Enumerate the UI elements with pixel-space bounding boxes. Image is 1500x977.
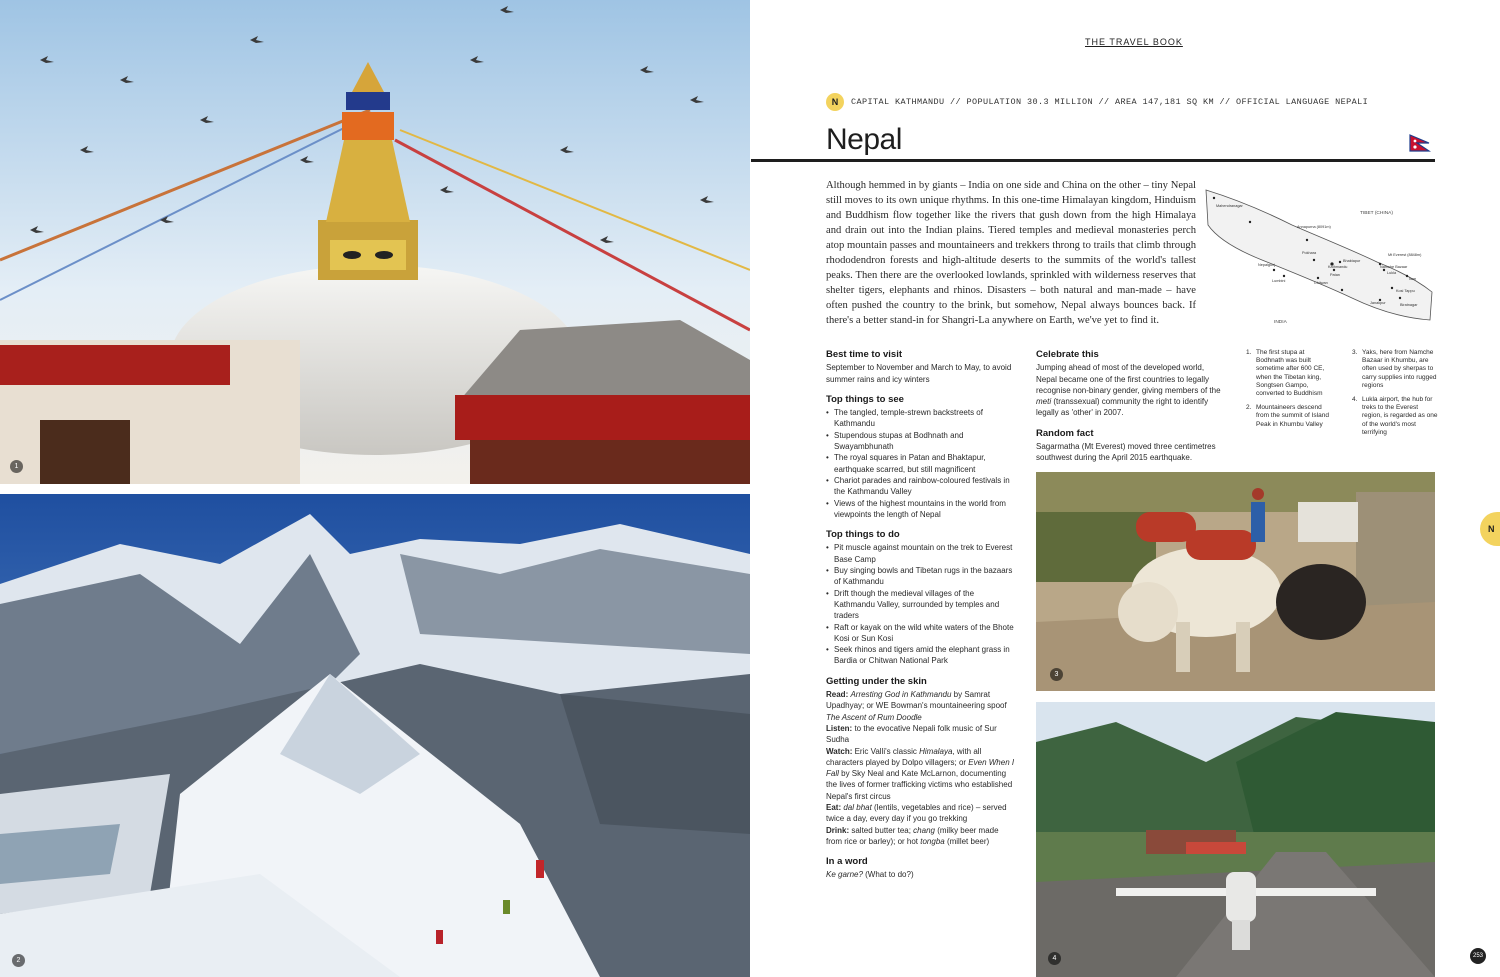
map-place: Biratnagar: [1400, 303, 1418, 307]
in-a-word-text: Ke garne? (What to do?): [826, 870, 914, 880]
photo-number-3: 3: [1050, 668, 1063, 681]
list-item: • Views of the highest mountains in the world from viewpoints the length of Nepal: [826, 498, 1016, 521]
photo-number-4: 4: [1048, 952, 1061, 965]
map-place: Patan: [1330, 273, 1340, 277]
nepal-map: [1202, 180, 1436, 328]
list-item: • Pit muscle against mountain on the trek to Everest Base Camp: [826, 542, 1016, 565]
photo-yaks: [1036, 472, 1435, 691]
map-place: Mahendranagar: [1216, 204, 1243, 208]
list-item: • The tangled, temple-strewn backstreets of Kathmandu: [826, 407, 1016, 430]
list-item: • Drift though the medieval villages of the Kathmandu Valley, surrounded by temples and traders: [826, 588, 1016, 622]
random-fact-text: Sagarmatha (Mt Everest) moved three centimetres southwest during the April 2015 earthquake.: [1036, 442, 1216, 463]
skin-watch: Watch: Eric Valli's classic Himalaya, with all characters played by Dolpo villagers; or Even When I Fall by Sky Neal and Kate McLarnon, documenting the lives of former trafficking victims who established Nepal's first circus: [826, 746, 1015, 801]
skin-drink: Drink: salted butter tea; chang (milky beer made from rice or barley); or hot tongba (millet beer): [826, 825, 999, 846]
map-label-india: INDIA: [1274, 320, 1287, 325]
nepal-flag-icon: [1409, 134, 1433, 152]
top-do-heading: Top things to do: [826, 529, 900, 541]
running-head: THE TRAVEL BOOK: [1085, 37, 1183, 47]
map-place: Annapurna (8091m): [1297, 225, 1331, 229]
title-rule: [751, 159, 1435, 162]
list-item: • Buy singing bowls and Tibetan rugs in the bazaars of Kathmandu: [826, 565, 1016, 588]
facts-column-left: [826, 349, 1016, 881]
map-place: Kosi Tappu: [1396, 289, 1415, 293]
map-place: Kathmandu: [1328, 265, 1348, 269]
caption: 4. Lukla airport, the hub for treks to the Everest region, is regarded as one of the world's most terrifying: [1352, 396, 1438, 436]
map-place: Nepalgunj: [1258, 263, 1276, 267]
caption: 2. Mountaineers descend from the summit of Island Peak in Khumbu Valley: [1246, 404, 1329, 428]
caption: 3. Yaks, here from Namche Bazaar in Khumbu, are often used by sherpas to carry supplies into rugged regions: [1352, 349, 1437, 389]
best-time-heading: Best time to visit: [826, 349, 903, 360]
list-item: • Chariot parades and rainbow-coloured festivals in the Kathmandu Valley: [826, 475, 1016, 498]
caption: 1. The first stupa at Bodhnath was built sometime after 600 CE, when the Tibetan king, Songtsen Gampo, converted to Buddhism: [1246, 349, 1325, 398]
chapter-side-tab[interactable]: N: [1480, 512, 1500, 546]
map-place: Pokhara: [1302, 251, 1317, 255]
skin-listen: Listen: to the evocative Nepali folk music of Sur Sudha: [826, 723, 997, 745]
random-fact-heading: Random fact: [1036, 427, 1094, 439]
intro-text: Although hemmed in by giants – India on one side and China on the other – tiny Nepal still moves to its own unique rhythms. In this one-time Himalayan kingdom, Hinduism and Buddhism flow together like the rivers that gush down from the high Himalaya and drain out into the Indian plains. Tiered temples and medieval monasteries perch atop mountain passes and mountaineers and trekkers throng to trails that climb through rhododendron forests and high-altitude deserts to the summits of the world's tallest peaks. Then there are the overlooked lowlands, sprinkled with wilderness reserves that shelter tigers, elephants and rhinos. Disasters – both natural and man-made – have often pushed the country to the brink, but somehow, Nepal always bounces back. If there's a better stand-in for Shangri-La anywhere on Earth, we've yet to find it.: [826, 180, 1196, 326]
skin-heading: Getting under the skin: [826, 675, 927, 687]
photo-island-peak: [0, 494, 750, 977]
photo-lukla: [1036, 702, 1435, 977]
captions-left: [1246, 349, 1334, 435]
map-place: Lumbini: [1272, 279, 1286, 283]
photo-number-2: 2: [12, 954, 25, 967]
facts-column-middle: [1036, 349, 1226, 464]
map-place: Chitwan: [1314, 281, 1328, 285]
best-time-text: September to November and March to May, to avoid summer rains and icy winters: [826, 363, 1012, 384]
list-item: • Stupendous stupas at Bodhnath and Swayambhunath: [826, 430, 1016, 453]
photo-credits: [757, 680, 767, 900]
page-number: 253: [1470, 948, 1486, 964]
photo-stupa: [0, 0, 750, 484]
map-label-tibet: TIBET (CHINA): [1360, 211, 1393, 216]
skin-eat: Eat: dal bhat (lentils, vegetables and rice) – served twice a day, every day if you go trekking: [826, 802, 1007, 824]
country-letter-badge: N: [826, 93, 844, 111]
celebrate-heading: Celebrate this: [1036, 349, 1099, 360]
list-item: • Raft or kayak on the wild white waters of the Bhote Kosi or Sun Kosi: [826, 622, 1016, 645]
fact-line: CAPITAL KATHMANDU // POPULATION 30.3 MILLION // AREA 147,181 SQ KM // OFFICIAL LANGUAGE NEPALI: [851, 97, 1369, 107]
map-place: Bhaktapur: [1343, 259, 1361, 263]
top-see-list: [826, 407, 1016, 520]
map-place: Namche Bazaar: [1380, 265, 1408, 269]
photo-number-1: 1: [10, 460, 23, 473]
map-place: Janakpur: [1370, 301, 1386, 305]
page-title: Nepal: [826, 123, 902, 156]
map-place: Lukla: [1387, 271, 1397, 275]
captions-right: [1352, 349, 1438, 443]
map-place: Ilam: [1409, 277, 1417, 281]
in-a-word-heading: In a word: [826, 856, 868, 868]
list-item: • Seek rhinos and tigers amid the elephant grass in Bardia or Chitwan National Park: [826, 644, 1016, 667]
top-see-heading: Top things to see: [826, 393, 904, 405]
top-do-list: [826, 542, 1016, 666]
map-place: Mt Everest (8848m): [1388, 253, 1422, 257]
list-item: • The royal squares in Patan and Bhaktapur, earthquake scarred, but still magnificent: [826, 452, 1016, 475]
skin-read: Read: Arresting God in Kathmandu by Samrat Upadhyay; or WE Bowman's mountaineering spoof The Ascent of Rum Doodle: [826, 690, 1007, 722]
celebrate-text: Jumping ahead of most of the developed world, Nepal became one of the first countries to legally recognise non-binary gender, giving members of the meti (transsexual) community the right to identify legally as 'other' in 2007.: [1036, 363, 1221, 418]
